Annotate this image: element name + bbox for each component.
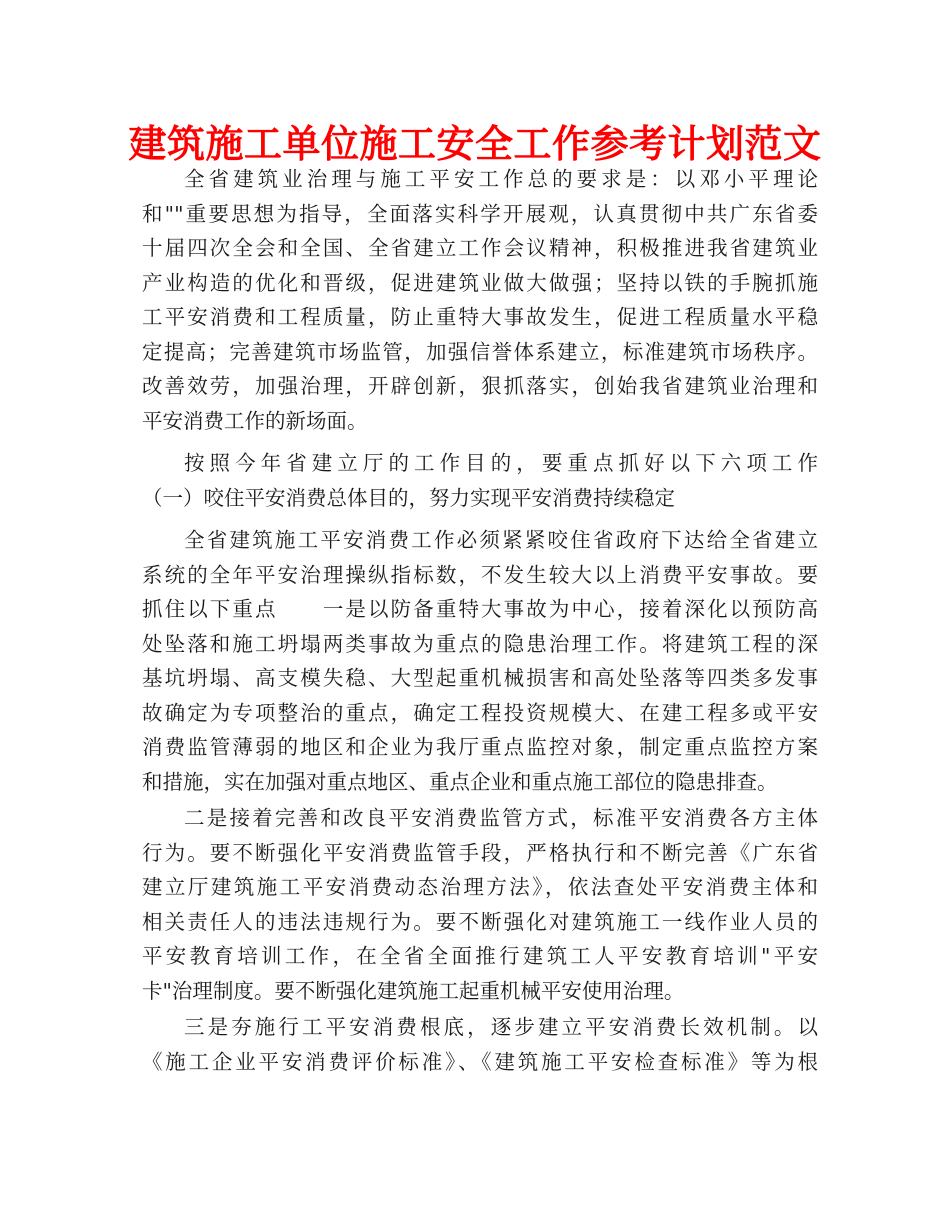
text-line: 消费监管薄弱的地区和企业为我厅重点监控对象，制定重点监控方案 bbox=[142, 735, 818, 759]
paragraph-4 bbox=[142, 801, 818, 1008]
text-line: 改善效劳，加强治理，开辟创新，狠抓落实，创始我省建筑业治理和 bbox=[142, 374, 818, 398]
document-body bbox=[142, 162, 818, 1079]
text-line: 处坠落和施工坍塌两类事故为重点的隐患治理工作。将建筑工程的深 bbox=[142, 631, 818, 656]
text-line: 定提高；完善建筑市场监管，加强信誉体系建立，标准建筑市场秩序。 bbox=[142, 339, 818, 364]
text-line: 故确定为专项整治的重点，确定工程投资规模大、在建工程多或平安 bbox=[142, 700, 818, 725]
text-line: 《施工企业平安消费评价标准》、《建筑施工平安检查标准》等为根 bbox=[142, 1049, 818, 1074]
text-line: 产业构造的优化和晋级，促进建筑业做大做强；坚持以铁的手腕抓施 bbox=[142, 270, 818, 295]
text-line: 三是夯施行工平安消费根底，逐步建立平安消费长效机制。以 bbox=[184, 1015, 818, 1039]
text-line: 二是接着完善和改良平安消费监管方式，标准平安消费各方主体 bbox=[184, 806, 818, 830]
text-line: 十届四次全会和全国、全省建立工作会议精神，积极推进我省建筑业 bbox=[142, 236, 818, 260]
text-line: 卡"治理制度。要不断强化建筑施工起重机械平安使用治理。 bbox=[142, 978, 685, 1003]
paragraph-5 bbox=[142, 1010, 818, 1079]
text-line: 平安教育培训工作，在全省全面推行建筑工人平安教育培训"平安 bbox=[142, 944, 818, 968]
text-line: 和""重要思想为指导，全面落实科学开展观，认真贯彻中共广东省委 bbox=[142, 201, 818, 226]
text-line: 系统的全年平安治理操纵指标数，不发生较大以上消费平安事故。要 bbox=[142, 562, 818, 587]
text-line: 全省建筑施工平安消费工作必须紧紧咬住省政府下达给全省建立 bbox=[184, 528, 818, 552]
text-line: 相关责任人的违法违规行为。要不断强化对建筑施工一线作业人员的 bbox=[142, 909, 818, 934]
text-line: 按照今年省建立厅的工作目的，要重点抓好以下六项工作 bbox=[184, 451, 818, 475]
section-heading: （一）咬住平安消费总体目的，努力实现平安消费持续稳定 bbox=[142, 485, 675, 510]
text-line: 平安消费工作的新场面。 bbox=[142, 408, 368, 433]
text-line: 行为。要不断强化平安消费监管手段，严格执行和不断完善《广东省 bbox=[142, 840, 818, 865]
text-line: 工平安消费和工程质量，防止重特大事故发生，促进工程质量水平稳 bbox=[142, 305, 818, 329]
text-line: 基坑坍塌、高支模失稳、大型起重机械损害和高处坠落等四类多发事 bbox=[142, 666, 818, 690]
text-line: 和措施，实在加强对重点地区、重点企业和重点施工部位的隐患排查。 bbox=[142, 769, 778, 794]
paragraph-3 bbox=[142, 523, 818, 799]
document-title: 建筑施工单位施工安全工作参考计划范文 bbox=[128, 122, 822, 166]
text-line: 建立厅建筑施工平安消费动态治理方法》，依法查处平安消费主体和 bbox=[142, 875, 818, 899]
text-line: 全省建筑业治理与施工平安工作总的要求是：以邓小平理论 bbox=[184, 167, 818, 191]
paragraph-1 bbox=[142, 162, 818, 438]
paragraph-2 bbox=[142, 446, 818, 515]
text-line: 抓住以下重点 一是以防备重特大事故为中心，接着深化以预防高 bbox=[142, 597, 818, 621]
